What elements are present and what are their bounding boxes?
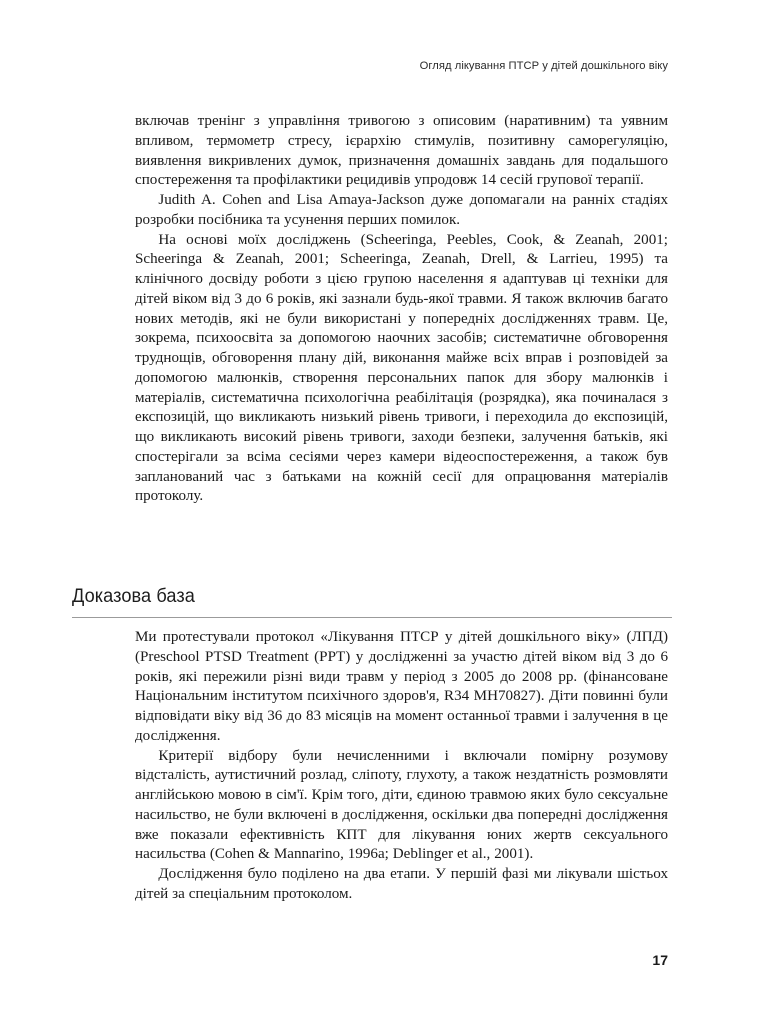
paragraph: Ми протестували протокол «Лікування ПТСР у дітей дошкільного віку» (ЛПД) (Preschool PTSD Treatment (PPT) у дослідженні за участю дітей віком від 3 до 6 років, які пережили різні види травм у період з 2005 до 2008 рр. (фінансоване Національним інститутом психічного здоров'я, R34 MH70827). Діти повинні були відповідати віку від 36 до 83 місяців на момент останньої травми і залучення в це дослідження. [135, 629, 668, 744]
section-heading: Доказова база [72, 585, 195, 607]
body-column-upper [135, 112, 668, 507]
paragraph: Judith A. Cohen and Lisa Amaya-Jackson дуже допомагали на ранніх стадіях розробки посібника та усунення перших помилок. [135, 192, 668, 228]
running-header: Огляд лікування ПТСР у дітей дошкільного віку [419, 60, 668, 72]
paragraph: включав тренінг з управління тривогою з описовим (наративним) та уявним впливом, термометр стресу, ієрархію стимулів, позитивну саморегуляцію, виявлення викривлених думок, призначення домашніх завдань для подальшого спостереження та профілактики рецидивів упродовж 14 сесій групової терапії. [135, 113, 668, 189]
section-header-block [72, 583, 672, 618]
paragraph: На основі моїх досліджень (Scheeringa, Peebles, Cook, & Zeanah, 2001; Scheeringa & Zeanah, 2001; Scheeringa, Zeanah, Drell, & Larrieu, 1995) та клінічного досвіду роботи з цією групою населення я адаптував ці техніки для дітей віком від 3 до 6 років, які зазнали будь-якої травми. Я також включив багато нових методів, які не були використані у попередніх дослідженнях травм. Це, зокрема, психоосвіта за допомогою наочних засобів; систематичне обговорення труднощів, обговорення плану дій, виконання майже всіх вправ і розповідей за допомогою малюнків, створення персональних папок для збору малюнків і матеріалів, систематична психологічна реабілітація (розрядка), яка починалася з експозицій, що викликають низький рівень тривоги, і переходила до експозицій, що викликають високий рівень тривоги, заходи безпеки, залучення батьків, які спостерігали за всіма сесіями через камери відеоспостереження, а також був запланований час з батьками на кожній сесії для опрацювання матеріалів протоколу. [135, 231, 668, 505]
paragraph: Дослідження було поділено на два етапи. У першій фазі ми лікували шістьох дітей за спеціальним протоколом. [135, 866, 668, 902]
paragraph: Критерії відбору були нечисленними і включали помірну розумову відсталість, аутистичний розлад, сліпоту, глухоту, а також нездатність розмовляти англійською мовою в сім'ї. Крім того, діти, єдиною травмою яких було сексуальне насильство, не були включені в дослідження, оскільки два попередні дослідження вже показали ефективність КПТ для лікування юних жертв сексуального насильства (Cohen & Mannarino, 1996a; Deblinger et al., 2001). [135, 747, 668, 863]
page-number: 17 [652, 952, 668, 968]
body-column-lower [135, 628, 668, 905]
section-divider-rule [72, 617, 672, 618]
